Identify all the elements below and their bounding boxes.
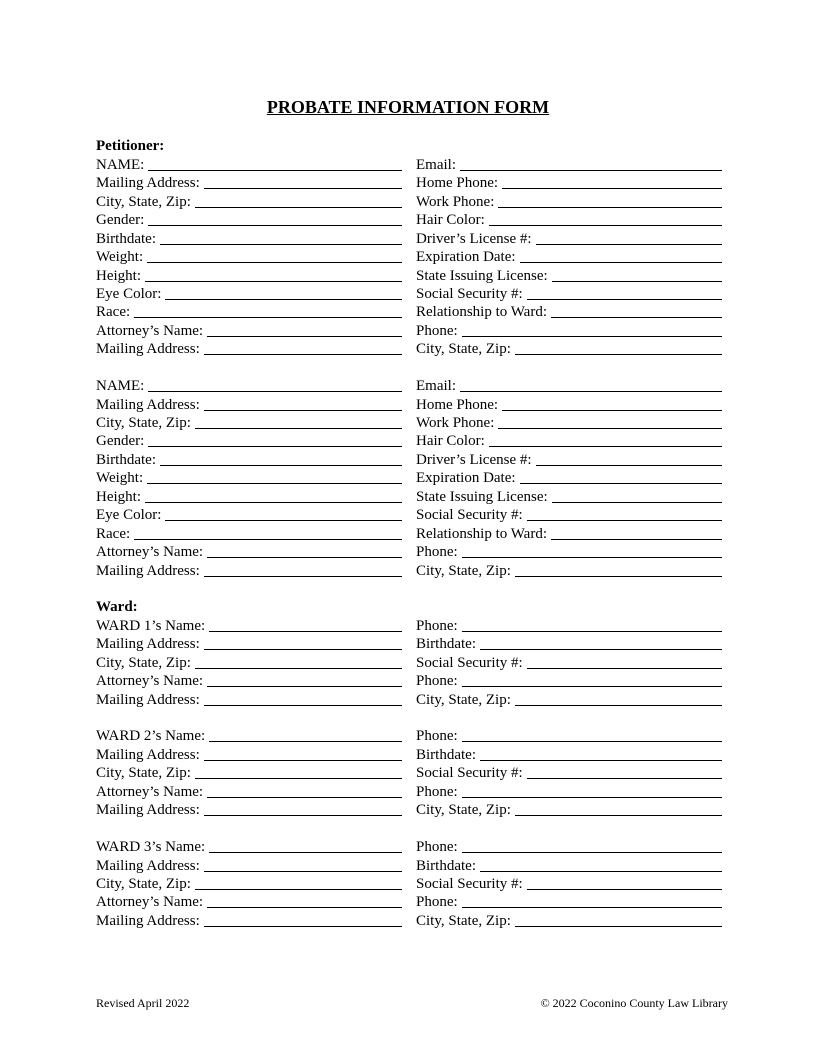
petitioner2-mailing-address-field[interactable]: [96, 395, 402, 413]
field-label: Mailing Address:: [96, 396, 200, 413]
field-label: Social Security #:: [416, 875, 523, 892]
field-label: Work Phone:: [416, 193, 495, 210]
field-label: Attorney’s Name:: [96, 673, 204, 690]
field-label: City, State, Zip:: [96, 654, 191, 671]
form-row: [96, 764, 722, 782]
field-label: Birthdate:: [416, 636, 476, 653]
input-line[interactable]: [552, 281, 722, 282]
ward2-name-field[interactable]: [96, 727, 402, 745]
petitioner1-gender-field[interactable]: [96, 211, 402, 229]
field-label: Gender:: [96, 433, 145, 450]
petitioner1-name-field[interactable]: [96, 155, 402, 173]
form-row: [96, 524, 722, 542]
petitioner2-eye-color-field[interactable]: [96, 506, 402, 524]
input-line[interactable]: [204, 815, 402, 816]
input-line[interactable]: [480, 871, 722, 872]
form-row: [96, 745, 722, 763]
input-line[interactable]: [165, 520, 402, 521]
input-line[interactable]: [498, 428, 722, 429]
petitioner2-height-field[interactable]: [96, 487, 402, 505]
input-line[interactable]: [462, 797, 722, 798]
input-line[interactable]: [489, 225, 722, 226]
field-label: Relationship to Ward:: [416, 304, 548, 321]
input-line[interactable]: [147, 483, 402, 484]
petitioner1-state-issuing-license-field[interactable]: [416, 266, 722, 284]
ward3-attorney-name-field[interactable]: [96, 893, 402, 911]
petitioner1-attorney-name-field[interactable]: [96, 321, 402, 339]
input-line[interactable]: [460, 391, 722, 392]
form-row: [96, 838, 722, 856]
field-label: Attorney’s Name:: [96, 783, 204, 800]
input-line[interactable]: [195, 207, 402, 208]
input-line[interactable]: [536, 244, 722, 245]
input-line[interactable]: [502, 410, 722, 411]
input-line[interactable]: [480, 649, 722, 650]
input-line[interactable]: [145, 502, 402, 503]
ward3-attorney-phone-field[interactable]: [416, 893, 722, 911]
ward3-name-field[interactable]: [96, 838, 402, 856]
petitioner2-drivers-license-field[interactable]: [416, 450, 722, 468]
input-line[interactable]: [527, 299, 722, 300]
input-line[interactable]: [207, 557, 402, 558]
field-label: Phone:: [416, 894, 458, 911]
input-line[interactable]: [204, 926, 402, 927]
input-line[interactable]: [515, 815, 722, 816]
field-label: Social Security #:: [416, 654, 523, 671]
input-line[interactable]: [515, 354, 722, 355]
petitioner2-attorney-phone-field[interactable]: [416, 543, 722, 561]
input-line[interactable]: [204, 760, 402, 761]
field-label: Mailing Address:: [96, 175, 200, 192]
field-label: WARD 3’s Name:: [96, 839, 206, 856]
input-line[interactable]: [207, 686, 402, 687]
field-label: City, State, Zip:: [416, 562, 511, 579]
field-label: Attorney’s Name:: [96, 894, 204, 911]
petitioner2-hair-color-field[interactable]: [416, 432, 722, 450]
field-label: City, State, Zip:: [96, 415, 191, 431]
form-row: [96, 155, 722, 173]
ward1-attorney-phone-field[interactable]: [416, 672, 722, 690]
section-spacer: [96, 580, 722, 598]
form-row: [96, 487, 722, 505]
petitioner1-relationship-to-ward-field[interactable]: [416, 303, 722, 321]
input-line[interactable]: [165, 299, 402, 300]
field-label: Height:: [96, 488, 141, 505]
form-row: [96, 875, 722, 893]
ward2-mailing-address-field[interactable]: [96, 745, 402, 763]
form-row: [96, 561, 722, 579]
input-line[interactable]: [204, 576, 402, 577]
field-label: Expiration Date:: [416, 470, 516, 487]
field-label: Mailing Address:: [96, 691, 200, 708]
ward1-attorney-city-state-zip-field[interactable]: [416, 690, 722, 708]
petitioner2-weight-field[interactable]: [96, 469, 402, 487]
field-label: Social Security #:: [416, 285, 523, 302]
petitioner2-birthdate-field[interactable]: [96, 450, 402, 468]
field-label: Hair Color:: [416, 433, 485, 450]
input-line[interactable]: [460, 170, 722, 171]
input-line[interactable]: [160, 465, 402, 466]
input-line[interactable]: [148, 170, 402, 171]
form-row: [96, 782, 722, 800]
field-label: Mailing Address:: [96, 802, 200, 819]
input-line[interactable]: [209, 741, 402, 742]
petitioner1-eye-color-field[interactable]: [96, 285, 402, 303]
field-label: Home Phone:: [416, 396, 499, 413]
petitioner2-relationship-to-ward-field[interactable]: [416, 524, 722, 542]
input-line[interactable]: [195, 428, 402, 429]
field-label: Birthdate:: [96, 230, 156, 247]
input-line[interactable]: [515, 926, 722, 927]
field-label: Birthdate:: [96, 451, 156, 468]
field-label: Attorney’s Name:: [96, 544, 204, 561]
petitioner2-race-field[interactable]: [96, 524, 402, 542]
input-line[interactable]: [148, 446, 402, 447]
petitioner1-social-security-field[interactable]: [416, 285, 722, 303]
field-label: City, State, Zip:: [96, 765, 191, 782]
petitioner2-email-field[interactable]: [416, 377, 722, 395]
field-label: Expiration Date:: [416, 249, 516, 266]
input-line[interactable]: [527, 778, 722, 779]
field-label: State Issuing License:: [416, 488, 548, 505]
field-label: Mailing Address:: [96, 912, 200, 929]
form-row: [96, 321, 722, 339]
form-row: [96, 635, 722, 653]
field-label: Hair Color:: [416, 212, 485, 229]
input-line[interactable]: [527, 520, 722, 521]
form-row: [96, 303, 722, 321]
form-row: [96, 469, 722, 487]
form-row: [96, 543, 722, 561]
input-line[interactable]: [462, 557, 722, 558]
ward2-attorney-city-state-zip-field[interactable]: [416, 801, 722, 819]
ward2-attorney-name-field[interactable]: [96, 782, 402, 800]
input-line[interactable]: [204, 705, 402, 706]
ward2-city-state-zip-field[interactable]: [96, 764, 402, 782]
field-label: Weight:: [96, 249, 144, 266]
input-line[interactable]: [134, 317, 402, 318]
input-line[interactable]: [204, 649, 402, 650]
petitioner2-social-security-field[interactable]: [416, 506, 722, 524]
field-label: Race:: [96, 304, 131, 321]
ward1-attorney-name-field[interactable]: [96, 672, 402, 690]
input-line[interactable]: [462, 631, 722, 632]
field-label: Mailing Address:: [96, 636, 200, 653]
field-label: Driver’s License #:: [416, 230, 532, 247]
input-line[interactable]: [195, 889, 402, 890]
form-row: [96, 395, 722, 413]
field-label: NAME:: [96, 156, 145, 173]
petitioner1-height-field[interactable]: [96, 266, 402, 284]
input-line[interactable]: [520, 483, 722, 484]
input-line[interactable]: [462, 907, 722, 908]
input-line[interactable]: [462, 686, 722, 687]
ward2-attorney-phone-field[interactable]: [416, 782, 722, 800]
input-line[interactable]: [209, 631, 402, 632]
field-label: Phone:: [416, 617, 458, 634]
petitioner1-race-field[interactable]: [96, 303, 402, 321]
ward3-birthdate-field[interactable]: [416, 856, 722, 874]
field-label: City, State, Zip:: [96, 875, 191, 892]
petitioner2-attorney-city-state-zip-field[interactable]: [416, 561, 722, 579]
ward1-phone-field[interactable]: [416, 616, 722, 634]
field-label: Race:: [96, 525, 131, 542]
field-label: Weight:: [96, 470, 144, 487]
input-line[interactable]: [160, 244, 402, 245]
field-label: Social Security #:: [416, 507, 523, 524]
form-row: [96, 266, 722, 284]
petitioner1-attorney-city-state-zip-field[interactable]: [416, 340, 722, 358]
ward1-name-field[interactable]: [96, 616, 402, 634]
field-label: Attorney’s Name:: [96, 322, 204, 339]
form-row: [96, 229, 722, 247]
ward3-attorney-city-state-zip-field[interactable]: [416, 911, 722, 929]
form-row: [96, 211, 722, 229]
input-line[interactable]: [209, 852, 402, 853]
input-line[interactable]: [551, 317, 722, 318]
form-row: [96, 616, 722, 634]
form-row: [96, 893, 722, 911]
input-line[interactable]: [552, 502, 722, 503]
input-line[interactable]: [204, 410, 402, 411]
input-line[interactable]: [527, 889, 722, 890]
petitioner1-email-field[interactable]: [416, 155, 722, 173]
petitioner-heading: Petitioner:: [96, 138, 165, 154]
form-row: [96, 690, 722, 708]
field-label: Phone:: [416, 544, 458, 561]
form-row: [96, 672, 722, 690]
input-line[interactable]: [145, 281, 402, 282]
field-label: NAME:: [96, 378, 145, 395]
field-label: Driver’s License #:: [416, 451, 532, 468]
form-body: [96, 137, 722, 930]
section-spacer: [96, 358, 722, 376]
ward3-attorney-mailing-address-field[interactable]: [96, 911, 402, 929]
field-label: Social Security #:: [416, 765, 523, 782]
input-line[interactable]: [480, 760, 722, 761]
field-label: Mailing Address:: [96, 857, 200, 874]
ward3-phone-field[interactable]: [416, 838, 722, 856]
petitioner1-attorney-phone-field[interactable]: [416, 321, 722, 339]
form-row: [96, 340, 722, 358]
input-line[interactable]: [502, 188, 722, 189]
petitioner1-birthdate-field[interactable]: [96, 229, 402, 247]
petitioner2-attorney-name-field[interactable]: [96, 543, 402, 561]
form-row: [96, 377, 722, 395]
form-row: [96, 432, 722, 450]
ward3-city-state-zip-field[interactable]: [96, 875, 402, 893]
footer-revision-date: Revised April 2022: [96, 996, 190, 1010]
petitioner2-name-field[interactable]: [96, 377, 402, 395]
input-line[interactable]: [204, 188, 402, 189]
input-line[interactable]: [204, 871, 402, 872]
input-line[interactable]: [515, 576, 722, 577]
field-label: State Issuing License:: [416, 267, 548, 284]
field-label: Email:: [416, 156, 456, 173]
ward-heading: Ward:: [96, 598, 138, 615]
input-line[interactable]: [515, 705, 722, 706]
field-label: Email:: [416, 378, 456, 395]
petitioner2-attorney-mailing-address-field[interactable]: [96, 561, 402, 579]
ward3-social-security-field[interactable]: [416, 875, 722, 893]
field-label: City, State, Zip:: [416, 341, 511, 358]
field-label: Phone:: [416, 322, 458, 339]
form-row: [96, 727, 722, 745]
ward2-attorney-mailing-address-field[interactable]: [96, 801, 402, 819]
input-line[interactable]: [148, 391, 402, 392]
input-line[interactable]: [551, 539, 722, 540]
input-line[interactable]: [134, 539, 402, 540]
input-line[interactable]: [207, 907, 402, 908]
input-line[interactable]: [148, 225, 402, 226]
petitioner1-home-phone-field[interactable]: [416, 174, 722, 192]
form-row: [96, 450, 722, 468]
input-line[interactable]: [462, 852, 722, 853]
ward1-city-state-zip-field[interactable]: [96, 653, 402, 671]
ward2-phone-field[interactable]: [416, 727, 722, 745]
section-spacer: [96, 709, 722, 727]
petitioner1-work-phone-field[interactable]: [416, 192, 722, 210]
ward2-birthdate-field[interactable]: [416, 745, 722, 763]
form-row: [96, 248, 722, 266]
petitioner1-drivers-license-field[interactable]: [416, 229, 722, 247]
field-label: Birthdate:: [416, 746, 476, 763]
form-row: [96, 653, 722, 671]
input-line[interactable]: [498, 207, 722, 208]
input-line[interactable]: [195, 668, 402, 669]
field-label: Mailing Address:: [96, 746, 200, 763]
field-label: Birthdate:: [416, 857, 476, 874]
field-label: Relationship to Ward:: [416, 525, 548, 542]
form-row: [96, 174, 722, 192]
input-line[interactable]: [462, 336, 722, 337]
field-label: Phone:: [416, 839, 458, 856]
input-line[interactable]: [195, 778, 402, 779]
petitioner2-expiration-date-field[interactable]: [416, 469, 722, 487]
petitioner1-city-state-zip-field[interactable]: [96, 192, 402, 210]
form-row: [96, 506, 722, 524]
field-label: City, State, Zip:: [416, 912, 511, 929]
input-line[interactable]: [204, 354, 402, 355]
field-label: Mailing Address:: [96, 341, 200, 358]
field-label: Gender:: [96, 212, 145, 229]
footer-copyright: © 2022 Coconino County Law Library: [540, 996, 728, 1010]
field-label: Home Phone:: [416, 175, 499, 192]
ward3-mailing-address-field[interactable]: [96, 856, 402, 874]
ward1-mailing-address-field[interactable]: [96, 635, 402, 653]
ward2-social-security-field[interactable]: [416, 764, 722, 782]
field-label: Phone:: [416, 783, 458, 800]
input-line[interactable]: [489, 446, 722, 447]
section-spacer: [96, 819, 722, 837]
input-line[interactable]: [527, 668, 722, 669]
field-label: City, State, Zip:: [416, 691, 511, 708]
field-label: City, State, Zip:: [96, 193, 191, 210]
input-line[interactable]: [536, 465, 722, 466]
field-label: Mailing Address:: [96, 562, 200, 579]
field-label: Phone:: [416, 673, 458, 690]
field-label: WARD 1’s Name:: [96, 617, 206, 634]
petitioner1-attorney-mailing-address-field[interactable]: [96, 340, 402, 358]
field-label: City, State, Zip:: [416, 802, 511, 819]
form-row: [96, 856, 722, 874]
form-row: [96, 192, 722, 210]
ward1-social-security-field[interactable]: [416, 653, 722, 671]
petitioner2-state-issuing-license-field[interactable]: [416, 487, 722, 505]
field-label: Height:: [96, 267, 141, 284]
field-label: Eye Color:: [96, 285, 162, 302]
petitioner1-hair-color-field[interactable]: [416, 211, 722, 229]
form-row: [96, 414, 722, 432]
form-row: [96, 285, 722, 303]
petitioner2-work-phone-field[interactable]: [416, 414, 722, 432]
petitioner1-expiration-date-field[interactable]: [416, 248, 722, 266]
petitioner1-weight-field[interactable]: [96, 248, 402, 266]
petitioner2-home-phone-field[interactable]: [416, 395, 722, 413]
petitioner2-gender-field[interactable]: [96, 432, 402, 450]
input-line[interactable]: [207, 336, 402, 337]
field-label: Eye Color:: [96, 507, 162, 524]
field-label: Phone:: [416, 728, 458, 745]
field-label: Work Phone:: [416, 415, 495, 431]
input-line[interactable]: [520, 262, 722, 263]
petitioner2-city-state-zip-field[interactable]: [96, 414, 402, 432]
petitioner1-mailing-address-field[interactable]: [96, 174, 402, 192]
form-row: [96, 801, 722, 819]
form-title: PROBATE INFORMATION FORM: [266, 97, 550, 117]
form-row: [96, 911, 722, 929]
input-line[interactable]: [207, 797, 402, 798]
field-label: WARD 2’s Name:: [96, 728, 206, 745]
ward1-birthdate-field[interactable]: [416, 635, 722, 653]
input-line[interactable]: [462, 741, 722, 742]
ward1-attorney-mailing-address-field[interactable]: [96, 690, 402, 708]
input-line[interactable]: [147, 262, 402, 263]
